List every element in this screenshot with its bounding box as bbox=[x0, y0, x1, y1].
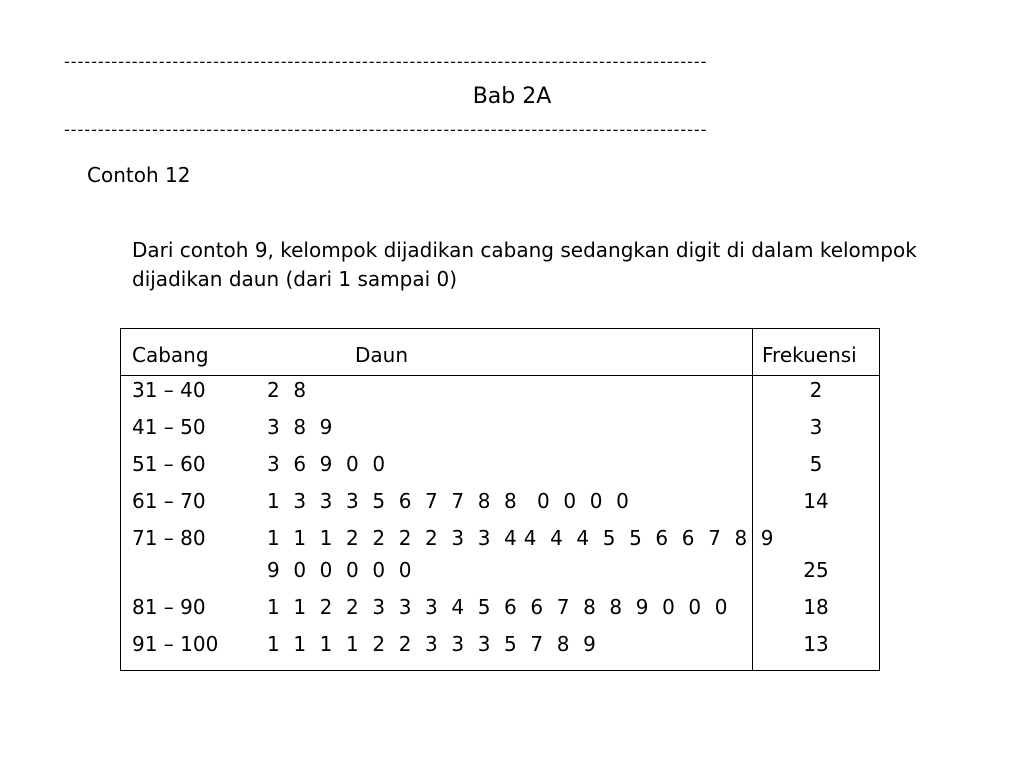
cabang-cell: 91 – 100 bbox=[132, 632, 219, 656]
cabang-cell: 61 – 70 bbox=[132, 489, 206, 513]
daun-cell: 1 1 1 1 2 2 3 3 3 5 7 8 9 bbox=[267, 632, 597, 656]
frekuensi-cell: 14 bbox=[803, 489, 829, 513]
cabang-cell: 51 – 60 bbox=[132, 452, 206, 476]
description-paragraph: Dari contoh 9, kelompok dijadikan cabang sedangkan digit di dalam kelompok dijadikan daun (dari 1 sampai 0) bbox=[132, 238, 917, 291]
daun-cell: 1 1 2 2 3 3 3 4 5 6 6 7 8 8 9 0 0 0 bbox=[267, 595, 728, 619]
cabang-cell: 31 – 40 bbox=[132, 378, 206, 402]
daun-cell: 1 1 1 2 2 2 2 3 3 4 4 4 4 5 5 6 6 7 8 9 bbox=[267, 526, 774, 550]
frekuensi-cell: 25 bbox=[803, 558, 829, 582]
stem-leaf-table bbox=[120, 328, 880, 671]
cabang-cell: 71 – 80 bbox=[132, 526, 206, 550]
column-header-frekuensi: Frekuensi bbox=[762, 343, 857, 367]
header-rule-top: ----------------------------------------------------------------------------------------------- bbox=[64, 52, 708, 71]
column-header-cabang: Cabang bbox=[132, 343, 209, 367]
frekuensi-cell: 3 bbox=[809, 415, 823, 439]
frekuensi-cell: 5 bbox=[809, 452, 823, 476]
daun-cell: 1 3 3 3 5 6 7 7 8 8 0 0 0 0 bbox=[267, 489, 630, 513]
header-rule-bottom: ----------------------------------------------------------------------------------------------- bbox=[64, 120, 708, 139]
frekuensi-cell: 13 bbox=[803, 632, 829, 656]
example-heading: Contoh 12 bbox=[87, 163, 191, 187]
daun-cell: 2 8 bbox=[267, 378, 307, 402]
frekuensi-cell: 18 bbox=[803, 595, 829, 619]
daun-cell: 3 8 9 bbox=[267, 415, 333, 439]
page-title: Bab 2A bbox=[472, 84, 552, 109]
frekuensi-cell: 2 bbox=[809, 378, 823, 402]
daun-cell: 9 0 0 0 0 0 bbox=[267, 558, 412, 582]
cabang-cell: 41 – 50 bbox=[132, 415, 206, 439]
column-header-daun: Daun bbox=[355, 343, 409, 367]
header-divider bbox=[121, 375, 879, 376]
cabang-cell: 81 – 90 bbox=[132, 595, 206, 619]
daun-cell: 3 6 9 0 0 bbox=[267, 452, 386, 476]
